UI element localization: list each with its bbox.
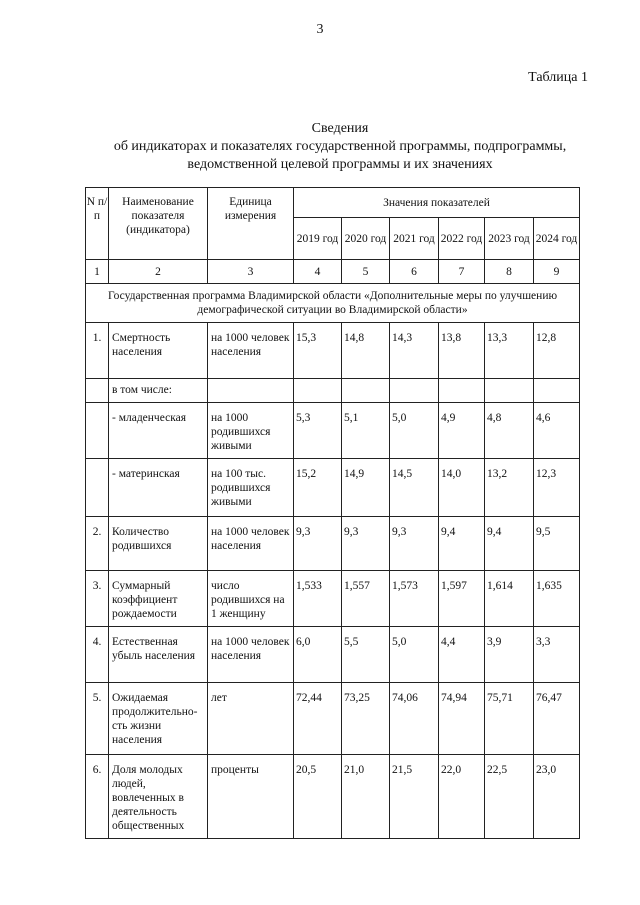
value-cell: 12,8: [534, 323, 580, 379]
row-number: [86, 379, 109, 403]
indicator-unit: на 100 тыс. родившихся живыми: [208, 459, 294, 517]
row-number: 6.: [86, 755, 109, 839]
value-cell: 72,44: [294, 683, 342, 755]
value-cell: 4,6: [534, 403, 580, 459]
value-cell: [294, 379, 342, 403]
value-cell: 14,5: [390, 459, 439, 517]
header-name: Наименование показателя (индикатора): [109, 188, 208, 260]
header-num: N п/п: [86, 188, 109, 260]
row-number: [86, 459, 109, 517]
header-year: 2019 год: [294, 218, 342, 260]
value-cell: 1,533: [294, 571, 342, 627]
table-row: [86, 571, 580, 627]
value-cell: 12,3: [534, 459, 580, 517]
value-cell: 9,3: [342, 517, 390, 571]
value-cell: 13,2: [485, 459, 534, 517]
program-title: Государственная программа Владимирской области «Дополнительные меры по улучшению демографической ситуации во Владимирской области»: [86, 284, 580, 323]
value-cell: 5,0: [390, 627, 439, 683]
value-cell: 9,3: [390, 517, 439, 571]
header-values-group: Значения показателей: [294, 188, 580, 218]
column-index-row: [86, 260, 580, 284]
value-cell: 21,0: [342, 755, 390, 839]
value-cell: [439, 379, 485, 403]
indicator-name: Смертность населения: [109, 323, 208, 379]
indicator-unit: на 1000 человек населения: [208, 517, 294, 571]
column-index: 8: [485, 260, 534, 284]
indicator-name: Суммарный коэффициент рождаемости: [109, 571, 208, 627]
value-cell: 4,9: [439, 403, 485, 459]
value-cell: 22,0: [439, 755, 485, 839]
indicator-unit: число родившихся на 1 женщину: [208, 571, 294, 627]
header-year: 2020 год: [342, 218, 390, 260]
value-cell: 20,5: [294, 755, 342, 839]
indicator-name: - материнская: [109, 459, 208, 517]
value-cell: 9,4: [485, 517, 534, 571]
header-year: 2022 год: [439, 218, 485, 260]
indicator-unit: проценты: [208, 755, 294, 839]
value-cell: 4,4: [439, 627, 485, 683]
indicator-name: Количество родившихся: [109, 517, 208, 571]
table-row: [86, 517, 580, 571]
row-number: 1.: [86, 323, 109, 379]
value-cell: 5,5: [342, 627, 390, 683]
header-year: 2021 год: [390, 218, 439, 260]
document-heading: [90, 120, 590, 174]
row-number: 5.: [86, 683, 109, 755]
value-cell: 22,5: [485, 755, 534, 839]
value-cell: 13,3: [485, 323, 534, 379]
column-index: 3: [208, 260, 294, 284]
indicator-name: Естественная убыль населения: [109, 627, 208, 683]
value-cell: 21,5: [390, 755, 439, 839]
value-cell: 1,635: [534, 571, 580, 627]
table-label: Таблица 1: [528, 70, 588, 85]
value-cell: 75,71: [485, 683, 534, 755]
indicator-unit: на 1000 человек населения: [208, 323, 294, 379]
value-cell: 1,557: [342, 571, 390, 627]
value-cell: 15,2: [294, 459, 342, 517]
indicator-name: Доля молодых людей, вовлеченных в деятельность общественных: [109, 755, 208, 839]
value-cell: [342, 379, 390, 403]
value-cell: 23,0: [534, 755, 580, 839]
value-cell: 9,4: [439, 517, 485, 571]
indicator-unit: на 1000 родившихся живыми: [208, 403, 294, 459]
header-unit: Единица измерения: [208, 188, 294, 260]
table-row: [86, 755, 580, 839]
indicator-name: Ожидаемая продолжительно-сть жизни населения: [109, 683, 208, 755]
column-index: 9: [534, 260, 580, 284]
table-row: [86, 627, 580, 683]
value-cell: 15,3: [294, 323, 342, 379]
value-cell: 74,06: [390, 683, 439, 755]
indicator-unit: лет: [208, 683, 294, 755]
program-title-row: [86, 284, 580, 323]
header-row-1: [86, 188, 580, 218]
value-cell: [534, 379, 580, 403]
value-cell: 14,3: [390, 323, 439, 379]
heading-line-2: об индикаторах и показателях государственной программы, подпрограммы,: [113, 139, 567, 154]
value-cell: 5,3: [294, 403, 342, 459]
heading-line-3: ведомственной целевой программы и их значениях: [187, 157, 493, 172]
table-row: [86, 403, 580, 459]
column-index: 4: [294, 260, 342, 284]
value-cell: [390, 379, 439, 403]
value-cell: 5,1: [342, 403, 390, 459]
header-year: 2023 год: [485, 218, 534, 260]
column-index: 7: [439, 260, 485, 284]
value-cell: 74,94: [439, 683, 485, 755]
indicator-name: в том числе:: [109, 379, 208, 403]
column-index: 5: [342, 260, 390, 284]
header-year: 2024 год: [534, 218, 580, 260]
table-row: [86, 379, 580, 403]
indicator-unit: на 1000 человек населения: [208, 627, 294, 683]
column-index: 6: [390, 260, 439, 284]
value-cell: 3,9: [485, 627, 534, 683]
column-index: 2: [109, 260, 208, 284]
value-cell: 9,3: [294, 517, 342, 571]
value-cell: 3,3: [534, 627, 580, 683]
column-index: 1: [86, 260, 109, 284]
table-row: [86, 459, 580, 517]
value-cell: 13,8: [439, 323, 485, 379]
value-cell: 4,8: [485, 403, 534, 459]
indicator-name: - младенческая: [109, 403, 208, 459]
value-cell: 1,573: [390, 571, 439, 627]
value-cell: 5,0: [390, 403, 439, 459]
table-row: [86, 323, 580, 379]
row-number: 2.: [86, 517, 109, 571]
table-row: [86, 683, 580, 755]
row-number: 4.: [86, 627, 109, 683]
value-cell: [485, 379, 534, 403]
value-cell: 9,5: [534, 517, 580, 571]
row-number: 3.: [86, 571, 109, 627]
value-cell: 6,0: [294, 627, 342, 683]
value-cell: 1,597: [439, 571, 485, 627]
indicator-unit: [208, 379, 294, 403]
value-cell: 14,9: [342, 459, 390, 517]
value-cell: 73,25: [342, 683, 390, 755]
heading-line-1: Сведения: [311, 121, 369, 136]
value-cell: 76,47: [534, 683, 580, 755]
indicators-table: [85, 187, 580, 839]
value-cell: 1,614: [485, 571, 534, 627]
page-number: 3: [316, 22, 324, 37]
value-cell: 14,0: [439, 459, 485, 517]
value-cell: 14,8: [342, 323, 390, 379]
row-number: [86, 403, 109, 459]
